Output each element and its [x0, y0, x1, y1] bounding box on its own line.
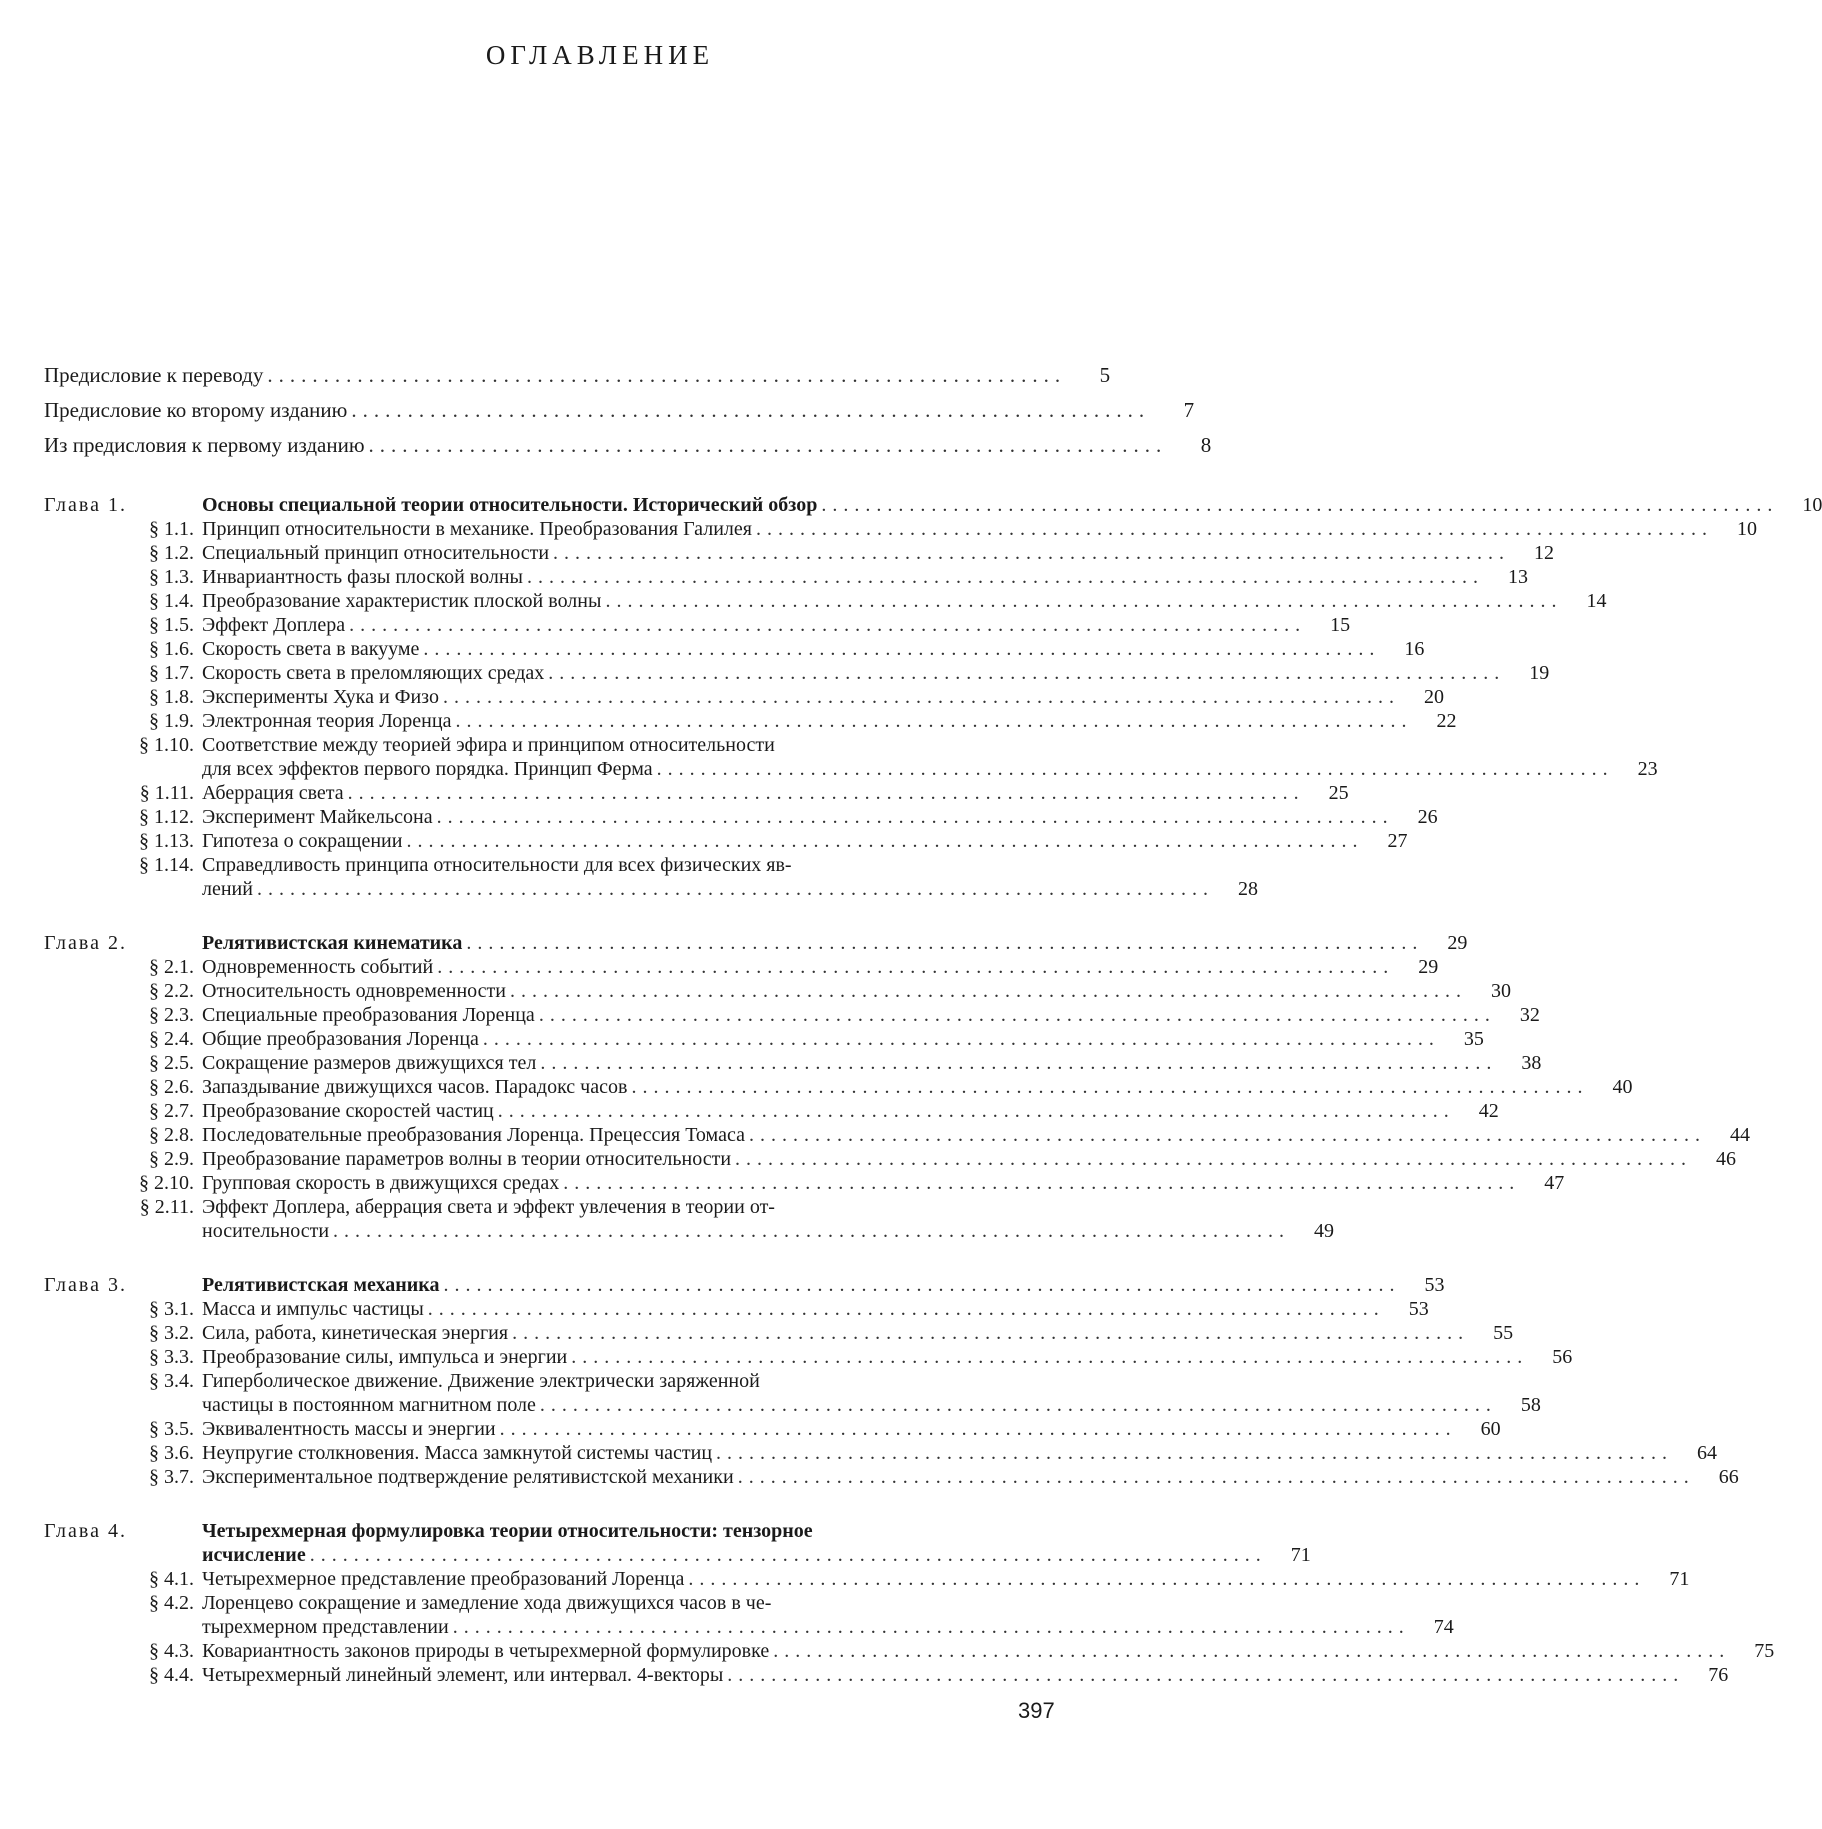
section-page: 75	[1754, 1640, 1775, 1662]
section-title: Скорость света в вакууме	[202, 638, 420, 660]
dot-leader: .......................................................................................	[482, 1028, 1440, 1050]
chapter-heading	[44, 1273, 1445, 1297]
section-number: § 3.3.	[149, 1346, 194, 1368]
section-number: § 4.2.	[149, 1592, 194, 1614]
section-title-continuation: носительности	[202, 1220, 330, 1242]
section-title: Четырехмерный линейный элемент, или интервал. 4-векторы	[202, 1664, 724, 1686]
dot-leader: .......................................................................................	[442, 686, 1400, 708]
section-entry	[44, 685, 1444, 709]
section-entry	[44, 517, 1757, 541]
section-number: § 1.3.	[149, 566, 194, 588]
spacer	[44, 1489, 1054, 1519]
chapter-title: Основы специальной теории относительности. Исторический обзор	[202, 494, 818, 516]
section-entry	[44, 541, 1555, 565]
chapter	[44, 1273, 1739, 1489]
section-entry	[44, 1417, 1501, 1441]
dot-leader: .......................................................................................	[437, 956, 1395, 978]
chapter-heading	[44, 1519, 1054, 1543]
section-page: 53	[1408, 1298, 1429, 1320]
entry-page: 8	[1200, 433, 1212, 457]
section-entry-continuation	[44, 1219, 1335, 1243]
section-page: 66	[1718, 1466, 1739, 1488]
section-title-continuation: лений	[202, 878, 253, 900]
section-number: § 2.11.	[139, 1196, 194, 1218]
dot-leader: .......................................................................................	[563, 1172, 1521, 1194]
chapter-title: Четырехмерная формулировка теории относительности: тензорное	[202, 1520, 813, 1542]
front-matter	[44, 358, 1212, 463]
entry-title: Из предисловия к первому изданию	[44, 433, 365, 457]
section-page: 32	[1519, 1004, 1540, 1026]
section-title: Преобразование силы, импульса и энергии	[202, 1346, 568, 1368]
dot-leader: .......................................................................................	[256, 878, 1214, 900]
chapter-title: Релятивистская кинематика	[202, 932, 463, 954]
section-title: Инвариантность фазы плоской волны	[202, 566, 523, 588]
section-title: Преобразование характеристик плоской волны	[202, 590, 602, 612]
section-title: Экспериментальное подтверждение релятивистской механики	[202, 1466, 734, 1488]
section-entry	[44, 1567, 1690, 1591]
dot-leader: .......................................................................................	[455, 710, 1413, 732]
section-entry	[44, 1195, 1054, 1219]
section-title: Соответствие между теорией эфира и принципом относительности	[202, 734, 775, 756]
section-title: Преобразование параметров волны в теории относительности	[202, 1148, 732, 1170]
section-number: § 1.14.	[139, 854, 194, 876]
section-entry	[44, 565, 1528, 589]
section-number: § 1.1.	[149, 518, 194, 540]
section-entry	[44, 979, 1512, 1003]
dot-leader: .......................................................................................	[748, 1124, 1706, 1146]
section-title-continuation: для всех эффектов первого порядка. Принцип Ферма	[202, 758, 653, 780]
section-title: Запаздывание движущихся часов. Парадокс часов	[202, 1076, 628, 1098]
section-page: 76	[1708, 1664, 1729, 1686]
dot-leader: .......................................................................................	[333, 1220, 1291, 1242]
section-entry	[44, 1171, 1565, 1195]
spacer	[44, 901, 1054, 931]
section-page: 64	[1697, 1442, 1718, 1464]
section-page: 28	[1237, 878, 1258, 900]
section-number: § 2.7.	[149, 1100, 194, 1122]
section-entry	[44, 1051, 1542, 1075]
section-page: 55	[1493, 1322, 1514, 1344]
section-entry	[44, 1099, 1499, 1123]
section-entry	[44, 1321, 1514, 1345]
section-title: Гиперболическое движение. Движение электрически заряженной	[202, 1370, 760, 1392]
section-page: 15	[1330, 614, 1351, 636]
section-page: 60	[1480, 1418, 1501, 1440]
section-entry-continuation	[44, 1393, 1541, 1417]
section-entry	[44, 955, 1439, 979]
section-number: § 3.7.	[149, 1466, 194, 1488]
section-entry	[44, 1345, 1573, 1369]
dot-leader: .......................................................................	[267, 363, 1067, 387]
chapter-title-continuation: исчисление	[202, 1544, 306, 1566]
section-number: § 1.9.	[149, 710, 194, 732]
section-number: § 2.6.	[149, 1076, 194, 1098]
section-title: Специальные преобразования Лоренца	[202, 1004, 535, 1026]
section-title: Аберрация света	[202, 782, 344, 804]
page-number: 397	[1018, 1698, 1055, 1723]
section-page: 27	[1387, 830, 1408, 852]
chapter-heading-continuation	[44, 1543, 1311, 1567]
chapter-label: Глава 1.	[44, 494, 127, 516]
dot-leader: .......................................................................................	[821, 494, 1779, 516]
dot-leader: .......................................................................................	[452, 1616, 1410, 1638]
section-page: 58	[1520, 1394, 1541, 1416]
section-number: § 3.4.	[149, 1370, 194, 1392]
chapter-list	[44, 463, 1822, 1687]
dot-leader: .......................................................................................	[538, 1004, 1496, 1026]
section-title: Скорость света в преломляющих средах	[202, 662, 545, 684]
section-page: 35	[1463, 1028, 1484, 1050]
dot-leader: .......................................................................................	[497, 1100, 1455, 1122]
section-title: Эффект Доплера	[202, 614, 346, 636]
chapter	[44, 1519, 1775, 1687]
section-page: 47	[1544, 1172, 1565, 1194]
section-title: Сила, работа, кинетическая энергия	[202, 1322, 509, 1344]
section-title: Принцип относительности в механике. Преобразования Галилея	[202, 518, 752, 540]
dot-leader: .......................................................................................	[526, 566, 1484, 588]
chapter-page: 10	[1802, 494, 1822, 516]
section-title: Эксперимент Майкельсона	[202, 806, 433, 828]
section-number: § 1.7.	[149, 662, 194, 684]
dot-leader: .......................................................................................	[553, 542, 1511, 564]
dot-leader: .......................................................................................	[727, 1664, 1685, 1686]
section-title: Масса и импульс частицы	[202, 1298, 424, 1320]
dot-leader: .......................................................................................	[510, 980, 1468, 1002]
section-entry	[44, 1369, 1054, 1393]
dot-leader: .......................................................................................	[735, 1148, 1693, 1170]
section-title: Лоренцево сокращение и замедление хода движущихся часов в че-	[202, 1592, 772, 1614]
section-entry-continuation	[44, 1615, 1454, 1639]
section-title: Справедливость принципа относительности для всех физических яв-	[202, 854, 792, 876]
dot-leader: .......................................................................................	[427, 1298, 1385, 1320]
section-title: Одновременность событий	[202, 956, 434, 978]
chapter-page: 53	[1424, 1274, 1445, 1296]
chapter-label: Глава 4.	[44, 1520, 127, 1542]
section-page: 10	[1736, 518, 1757, 540]
section-title-continuation: частицы в постоянном магнитном поле	[202, 1394, 536, 1416]
section-entry-continuation	[44, 877, 1258, 901]
section-entry	[44, 1639, 1775, 1663]
section-page: 20	[1423, 686, 1444, 708]
page-title: ОГЛАВЛЕНИЕ	[485, 40, 715, 70]
section-entry	[44, 637, 1425, 661]
entry-title: Предисловие ко второму изданию	[44, 398, 348, 422]
section-entry	[44, 1465, 1739, 1489]
section-entry	[44, 829, 1408, 853]
section-title: Преобразование скоростей частиц	[202, 1100, 494, 1122]
section-entry-continuation	[44, 757, 1658, 781]
section-number: § 2.2.	[149, 980, 194, 1002]
section-number: § 1.12.	[139, 806, 194, 828]
dot-leader: .......................................................................................	[512, 1322, 1470, 1344]
dot-leader: .......................................................................................	[436, 806, 1394, 828]
chapter-page: 29	[1447, 932, 1468, 954]
section-number: § 4.3.	[149, 1640, 194, 1662]
dot-leader: .......................................................................................	[548, 662, 1506, 684]
entry-title: Предисловие к переводу	[44, 363, 264, 387]
section-page: 13	[1507, 566, 1528, 588]
section-number: § 4.4.	[149, 1664, 194, 1686]
dot-leader: .......................................................................	[368, 433, 1168, 457]
section-entry	[44, 1297, 1429, 1321]
dot-leader: .......................................................................................	[347, 782, 1305, 804]
section-page: 14	[1586, 590, 1607, 612]
section-title: Эквивалентность массы и энергии	[202, 1418, 496, 1440]
chapter-page: 71	[1290, 1544, 1311, 1566]
dot-leader: .......................................................................................	[716, 1442, 1674, 1464]
section-entry	[44, 1003, 1540, 1027]
section-entry	[44, 853, 1054, 877]
dot-leader: .......................................................................................	[571, 1346, 1529, 1368]
entry-page: 5	[1099, 363, 1111, 387]
section-page: 71	[1669, 1568, 1690, 1590]
section-title: Последовательные преобразования Лоренца. Прецессия Томаса	[202, 1124, 745, 1146]
section-page: 29	[1418, 956, 1439, 978]
chapter-heading	[44, 493, 1822, 517]
section-entry	[44, 613, 1351, 637]
section-title: Групповая скорость в движущихся средах	[202, 1172, 560, 1194]
section-entry	[44, 733, 1054, 757]
dot-leader: .......................................................................................	[423, 638, 1381, 660]
dot-leader: .......................................................................................	[737, 1466, 1695, 1488]
section-page: 56	[1552, 1346, 1573, 1368]
section-title: Ковариантность законов природы в четырехмерной формулировке	[202, 1640, 770, 1662]
toc-entry	[44, 358, 1111, 393]
section-title: Гипотеза о сокращении	[202, 830, 403, 852]
chapter-label: Глава 2.	[44, 932, 127, 954]
spacer	[44, 463, 1054, 493]
section-number: § 1.5.	[149, 614, 194, 636]
entry-page: 7	[1183, 398, 1195, 422]
section-page: 22	[1436, 710, 1457, 732]
dot-leader: .......................................................................................	[406, 830, 1364, 852]
section-entry	[44, 1123, 1750, 1147]
section-number: § 2.3.	[149, 1004, 194, 1026]
section-page: 49	[1314, 1220, 1335, 1242]
chapter-label: Глава 3.	[44, 1274, 127, 1296]
section-number: § 2.5.	[149, 1052, 194, 1074]
section-page: 12	[1534, 542, 1555, 564]
section-number: § 3.5.	[149, 1418, 194, 1440]
toc-entry	[44, 428, 1212, 463]
chapter-title: Релятивистская механика	[202, 1274, 440, 1296]
section-title: Четырехмерное представление преобразований Лоренца	[202, 1568, 685, 1590]
section-title: Общие преобразования Лоренца	[202, 1028, 479, 1050]
section-page: 23	[1637, 758, 1658, 780]
chapter-heading	[44, 931, 1468, 955]
section-entry	[44, 1147, 1737, 1171]
section-page: 40	[1612, 1076, 1633, 1098]
section-number: § 3.2.	[149, 1322, 194, 1344]
section-number: § 3.1.	[149, 1298, 194, 1320]
section-number: § 2.4.	[149, 1028, 194, 1050]
section-entry	[44, 1027, 1484, 1051]
dot-leader: .......................................................................................	[539, 1394, 1497, 1416]
section-page: 46	[1716, 1148, 1737, 1170]
section-page: 44	[1729, 1124, 1750, 1146]
dot-leader: .......................................................................................	[349, 614, 1307, 636]
section-page: 38	[1521, 1052, 1542, 1074]
section-entry	[44, 1075, 1633, 1099]
section-title: Эксперименты Хука и Физо	[202, 686, 439, 708]
section-title: Относительность одновременности	[202, 980, 507, 1002]
dot-leader: .......................................................................................	[466, 932, 1424, 954]
section-number: § 1.4.	[149, 590, 194, 612]
dot-leader: .......................................................................................	[755, 518, 1713, 540]
section-number: § 1.10.	[139, 734, 194, 756]
dot-leader: .......................................................................................	[605, 590, 1563, 612]
section-number: § 2.9.	[149, 1148, 194, 1170]
section-page: 42	[1478, 1100, 1499, 1122]
section-title-continuation: тырехмерном представлении	[202, 1616, 449, 1638]
section-entry	[44, 781, 1349, 805]
section-entry	[44, 1663, 1729, 1687]
dot-leader: .......................................................................................	[656, 758, 1614, 780]
dot-leader: .......................................................................................	[309, 1544, 1267, 1566]
section-title: Сокращение размеров движущихся тел	[202, 1052, 537, 1074]
section-number: § 2.10.	[139, 1172, 194, 1194]
section-title: Электронная теория Лоренца	[202, 710, 452, 732]
section-entry	[44, 589, 1607, 613]
dot-leader: .......................................................................................	[688, 1568, 1646, 1590]
section-entry	[44, 1441, 1718, 1465]
section-title: Специальный принцип относительности	[202, 542, 550, 564]
spacer	[44, 1243, 1054, 1273]
section-number: § 4.1.	[149, 1568, 194, 1590]
dot-leader: .......................................................................................	[499, 1418, 1457, 1440]
dot-leader: .......................................................................................	[540, 1052, 1498, 1074]
dot-leader: .......................................................................................	[443, 1274, 1401, 1296]
section-entry	[44, 1591, 1054, 1615]
table-of-contents	[44, 358, 1822, 1687]
dot-leader: .......................................................................	[351, 398, 1151, 422]
section-number: § 2.8.	[149, 1124, 194, 1146]
section-number: § 3.6.	[149, 1442, 194, 1464]
section-number: § 1.13.	[139, 830, 194, 852]
chapter	[44, 493, 1822, 901]
section-number: § 2.1.	[149, 956, 194, 978]
section-title: Эффект Доплера, аберрация света и эффект увлечения в теории от-	[202, 1196, 775, 1218]
section-entry	[44, 805, 1438, 829]
section-page: 30	[1491, 980, 1512, 1002]
section-entry	[44, 661, 1550, 685]
section-page: 16	[1404, 638, 1425, 660]
section-page: 26	[1417, 806, 1438, 828]
section-page: 25	[1328, 782, 1349, 804]
section-entry	[44, 709, 1457, 733]
toc-entry	[44, 393, 1195, 428]
section-number: § 1.8.	[149, 686, 194, 708]
dot-leader: .......................................................................................	[773, 1640, 1731, 1662]
dot-leader: .......................................................................................	[631, 1076, 1589, 1098]
section-page: 74	[1433, 1616, 1454, 1638]
section-title: Неупругие столкновения. Масса замкнутой системы частиц	[202, 1442, 713, 1464]
section-number: § 1.6.	[149, 638, 194, 660]
section-number: § 1.11.	[139, 782, 194, 804]
section-page: 19	[1529, 662, 1550, 684]
section-number: § 1.2.	[149, 542, 194, 564]
chapter	[44, 931, 1750, 1243]
